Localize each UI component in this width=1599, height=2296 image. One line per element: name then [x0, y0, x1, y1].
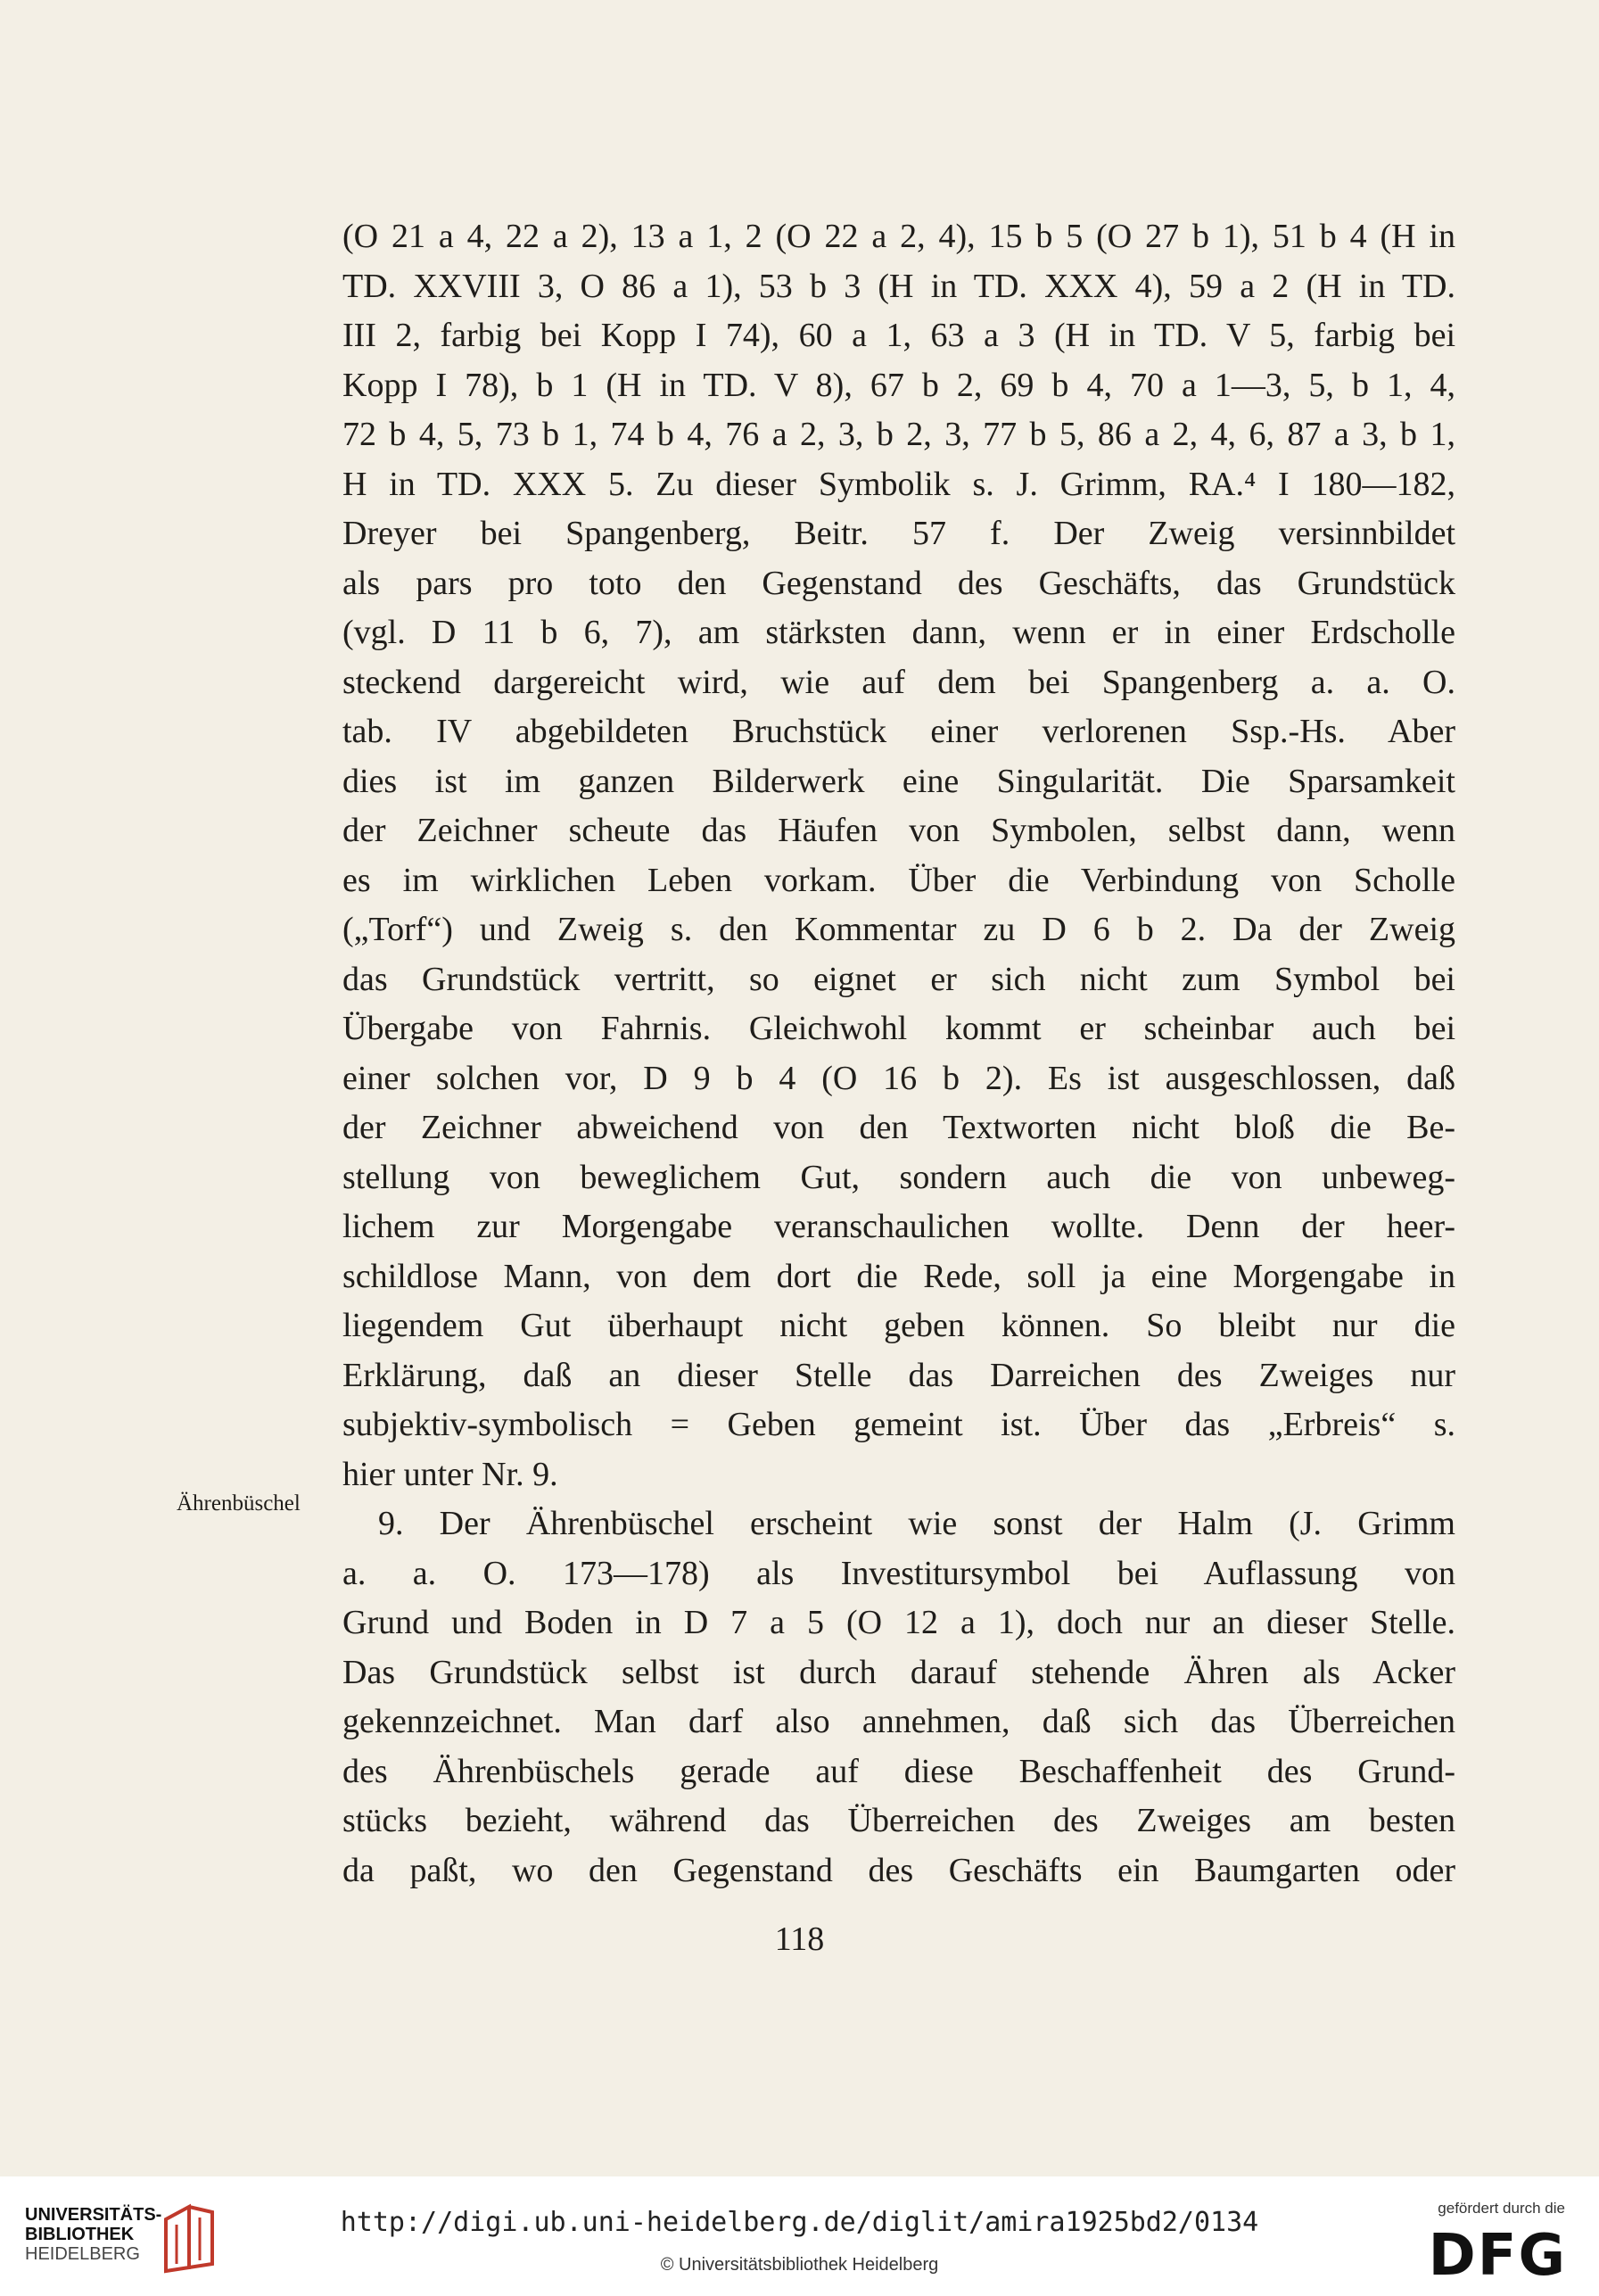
- text-line: als pars pro toto den Gegenstand des Geschäfts, das Grundstück: [342, 564, 1455, 602]
- library-line: UNIVERSITÄTS-: [25, 2205, 162, 2225]
- text-line: („Torf“) und Zweig s. den Kommentar zu D 6 b 2. Da der Zweig: [342, 911, 1455, 948]
- text-line: H in TD. XXX 5. Zu dieser Symbolik s. J. Grimm, RA.⁴ I 180—182,: [342, 465, 1455, 503]
- text-line: 72 b 4, 5, 73 b 1, 74 b 4, 76 a 2, 3, b 2, 3, 77 b 5, 86 a 2, 4, 6, 87 a 3, b 1,: [342, 416, 1455, 453]
- text-line: dies ist im ganzen Bilderwerk eine Singularität. Die Sparsamkeit: [342, 762, 1455, 800]
- text-line: da paßt, wo den Gegenstand des Geschäfts ein Baumgarten oder: [342, 1851, 1455, 1889]
- text-line: es im wirklichen Leben vorkam. Über die Verbindung von Scholle: [342, 861, 1455, 899]
- text-line: (vgl. D 11 b 6, 7), am stärksten dann, wenn er in einer Erdscholle: [342, 614, 1455, 651]
- margin-note: Ährenbüschel: [177, 1491, 301, 1516]
- text-line: tab. IV abgebildeten Bruchstück einer verlorenen Ssp.-Hs. Aber: [342, 713, 1455, 750]
- text-line: Kopp I 78), b 1 (H in TD. V 8), 67 b 2, 69 b 4, 70 a 1—3, 5, b 1, 4,: [342, 366, 1455, 404]
- text-line: TD. XXVIII 3, O 86 a 1), 53 b 3 (H in TD. XXX 4), 59 a 2 (H in TD.: [342, 267, 1455, 305]
- footer-bar: [0, 2176, 1599, 2296]
- text-line: subjektiv-symbolisch = Geben gemeint ist. Über das „Erbreis“ s.: [342, 1406, 1455, 1443]
- text-line: Das Grundstück selbst ist durch darauf stehende Ähren als Acker: [342, 1653, 1455, 1691]
- text-line: stücks bezieht, während das Überreichen des Zweiges am besten: [342, 1802, 1455, 1839]
- text-line: Übergabe von Fahrnis. Gleichwohl kommt er scheinbar auch bei: [342, 1010, 1455, 1047]
- text-line: hier unter Nr. 9.: [342, 1455, 558, 1493]
- text-line: der Zeichner abweichend von den Textworten nicht bloß die Be-: [342, 1109, 1455, 1146]
- text-line: liegendem Gut überhaupt nicht geben können. So bleibt nur die: [342, 1307, 1455, 1344]
- text-line: der Zeichner scheute das Häufen von Symbolen, selbst dann, wenn: [342, 812, 1455, 849]
- funded-by-label: gefördert durch die: [1438, 2200, 1565, 2217]
- text-line: (O 21 a 4, 22 a 2), 13 a 1, 2 (O 22 a 2, 4), 15 b 5 (O 27 b 1), 51 b 4 (H in: [342, 218, 1455, 255]
- text-line: das Grundstück vertritt, so eignet er sich nicht zum Symbol bei: [342, 960, 1455, 998]
- text-line: Dreyer bei Spangenberg, Beitr. 57 f. Der Zweig versinnbildet: [342, 515, 1455, 552]
- text-line: Erklärung, daß an dieser Stelle das Darreichen des Zweiges nur: [342, 1356, 1455, 1394]
- text-line: lichem zur Morgengabe veranschaulichen wollte. Denn der heer-: [342, 1208, 1455, 1245]
- library-line: BIBLIOTHEK: [25, 2225, 135, 2244]
- copyright-notice: © Universitätsbibliothek Heidelberg: [660, 2255, 939, 2275]
- text-line: stellung von beweglichem Gut, sondern auch die von unbeweg-: [342, 1158, 1455, 1196]
- text-line: Grund und Boden in D 7 a 5 (O 12 a 1), doch nur an dieser Stelle.: [342, 1604, 1455, 1641]
- permalink-url[interactable]: http://digi.ub.uni-heidelberg.de/diglit/amira1925bd2/0134: [340, 2207, 1259, 2238]
- text-line: 9. Der Ährenbüschel erscheint wie sonst der Halm (J. Grimm: [378, 1505, 1455, 1542]
- text-line: steckend dargereicht wird, wie auf dem bei Spangenberg a. a. O.: [342, 663, 1455, 701]
- body-text: [342, 212, 1455, 1895]
- text-line: gekennzeichnet. Man darf also annehmen, daß sich das Überreichen: [342, 1703, 1455, 1740]
- dfg-logo[interactable]: DFG: [1428, 2223, 1567, 2289]
- text-line: des Ährenbüschels gerade auf diese Beschaffenheit des Grund-: [342, 1752, 1455, 1790]
- text-line: III 2, farbig bei Kopp I 74), 60 a 1, 63 a 3 (H in TD. V 5, farbig bei: [342, 317, 1455, 354]
- page-number: 118: [774, 1920, 825, 1958]
- text-line: schildlose Mann, von dem dort die Rede, soll ja eine Morgengabe in: [342, 1257, 1455, 1295]
- library-line: HEIDELBERG: [25, 2244, 140, 2264]
- text-line: a. a. O. 173—178) als Investitursymbol bei Auflassung von: [342, 1554, 1455, 1592]
- text-line: einer solchen vor, D 9 b 4 (O 16 b 2). Es ist ausgeschlossen, daß: [342, 1059, 1455, 1097]
